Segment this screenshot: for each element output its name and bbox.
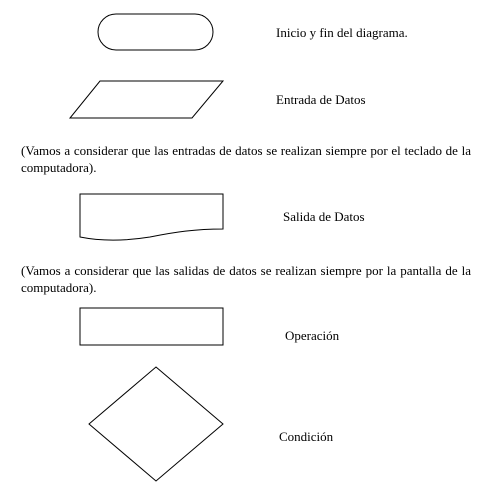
output-note: (Vamos a considerar que las salidas de datos se realizan siempre por la pantalla de la computadora). xyxy=(21,263,471,295)
condition-label: Condición xyxy=(279,429,334,444)
terminal-label: Inicio y fin del diagrama. xyxy=(276,25,408,40)
input-note: (Vamos a considerar que las entradas de datos se realizan siempre por el teclado de la computadora). xyxy=(21,143,471,175)
operation-label: Operación xyxy=(285,328,340,343)
input-label: Entrada de Datos xyxy=(276,92,366,107)
terminal-symbol xyxy=(98,14,213,50)
input-parallelogram-symbol xyxy=(70,81,223,118)
output-document-symbol xyxy=(80,194,223,240)
output-label: Salida de Datos xyxy=(283,209,365,224)
condition-diamond-symbol xyxy=(89,367,223,481)
operation-rectangle-symbol xyxy=(80,308,223,345)
